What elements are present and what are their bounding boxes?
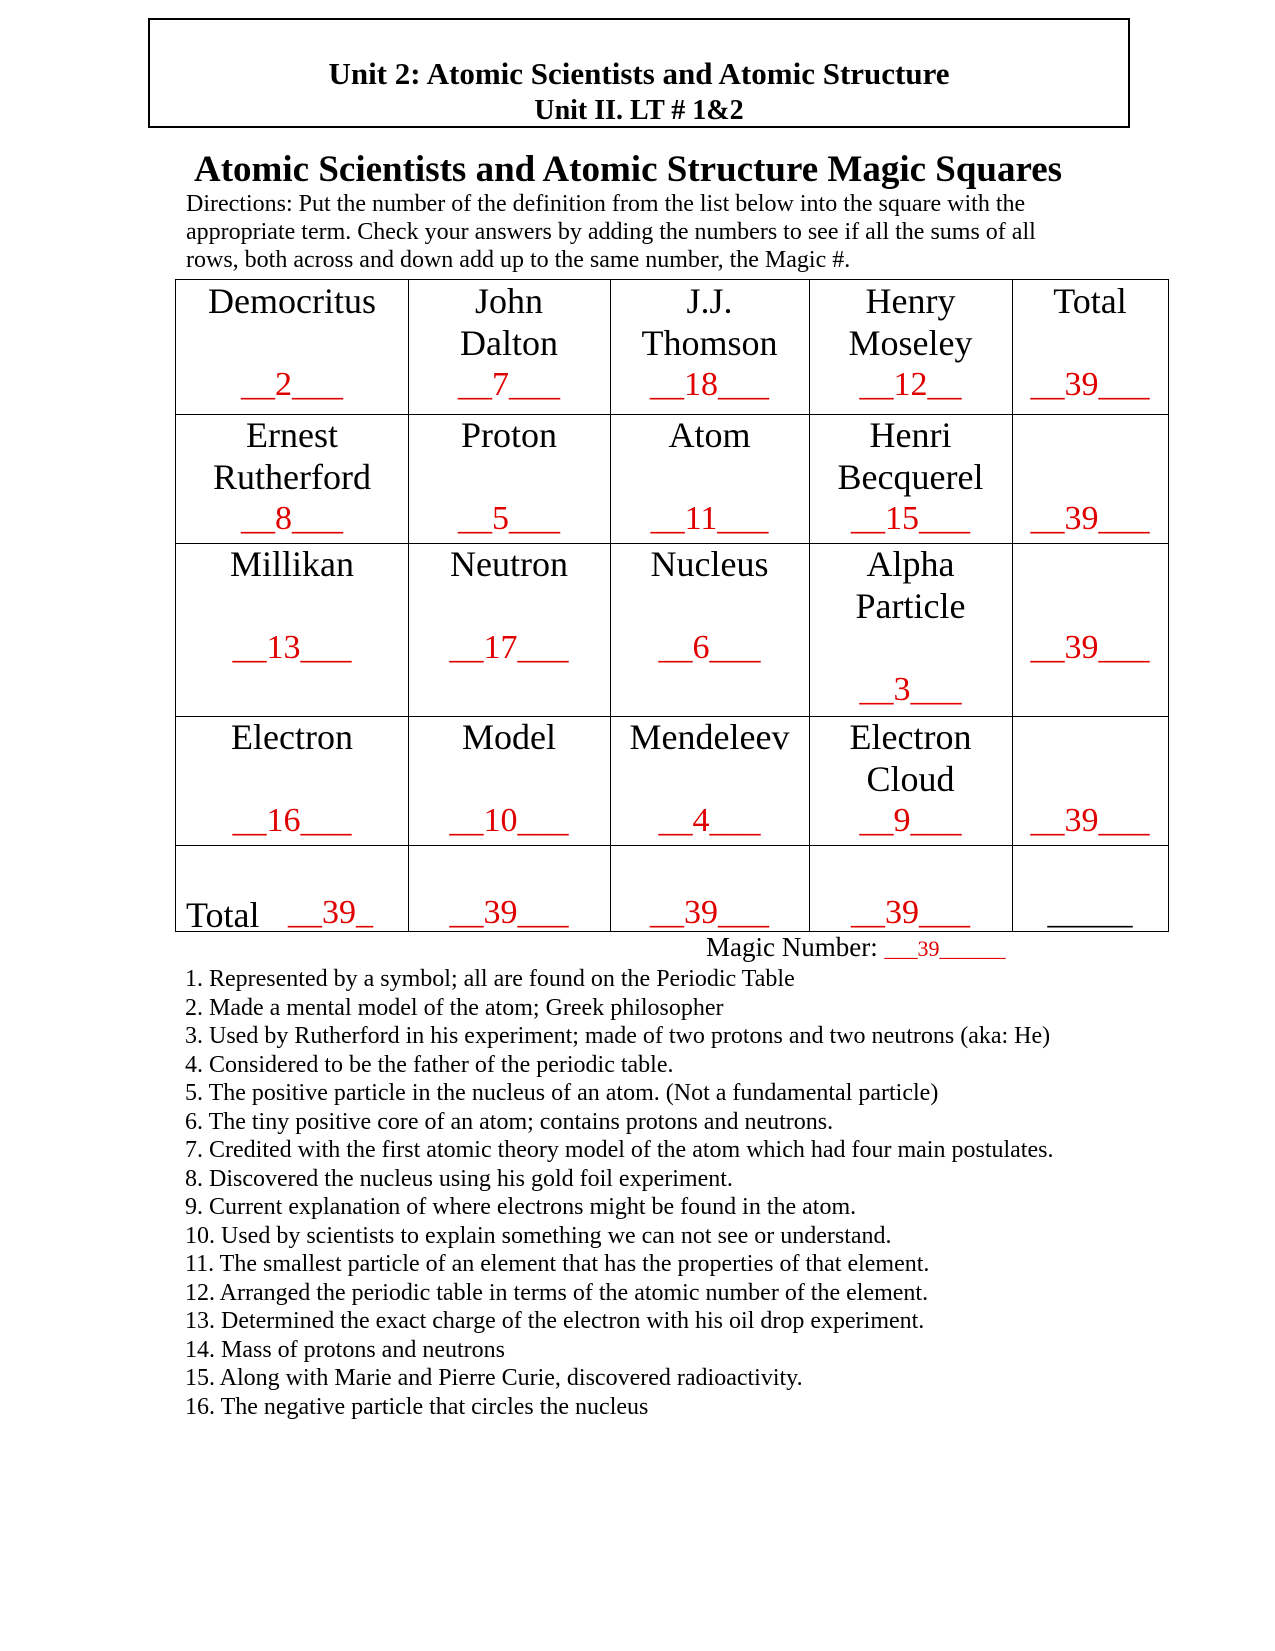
answer-proton: __5___ — [458, 500, 560, 537]
answer-john-dalton: __7___ — [458, 366, 560, 403]
total-column-header: Total — [1053, 281, 1127, 321]
definition-item: 11. The smallest particle of an element that has the properties of that element. — [185, 1251, 930, 1277]
term-model: Model — [462, 717, 556, 757]
definition-item: 2. Made a mental model of the atom; Greek philosopher — [185, 994, 724, 1021]
grid-border — [1168, 280, 1169, 932]
answer-henry-moseley: __12__ — [859, 366, 962, 403]
answer-neutron: __17___ — [449, 629, 569, 666]
column-total-3: __39___ — [650, 894, 769, 931]
definition-item: 14. Mass of protons and neutrons — [185, 1336, 505, 1363]
answer-electron-cloud: __9___ — [859, 802, 962, 839]
unit-header-box — [148, 18, 1130, 128]
column-total-1: __39_ — [288, 894, 373, 931]
term-nucleus: Nucleus — [650, 544, 769, 584]
term-democritus: Democritus — [208, 281, 376, 321]
unit-subtitle: Unit II. LT # 1&2 — [534, 95, 744, 126]
totals-row-label: Total — [186, 895, 260, 935]
magic-number-value: ___39______ — [884, 936, 1006, 961]
unit-title: Unit 2: Atomic Scientists and Atomic Structure — [328, 56, 950, 91]
magic-number — [706, 932, 1005, 963]
definition-item: 1. Represented by a symbol; all are found on the Periodic Table — [185, 966, 795, 992]
definition-item: 12. Arranged the periodic table in terms of the atomic number of the element. — [185, 1279, 929, 1306]
definition-item: 16. The negative particle that circles the nucleus — [185, 1393, 649, 1420]
definition-item: 6. The tiny positive core of an atom; contains protons and neutrons. — [185, 1108, 834, 1135]
definition-item: 3. Used by Rutherford in his experiment; made of two protons and two neutrons (aka: He) — [185, 1023, 1051, 1049]
definition-item: 9. Current explanation of where electrons might be found in the atom. — [185, 1194, 857, 1220]
answer-electron: __16___ — [232, 802, 352, 839]
term-millikan: Millikan — [230, 544, 354, 584]
definition-item: 5. The positive particle in the nucleus of an atom. (Not a fundamental particle) — [185, 1080, 939, 1106]
page-title: Atomic Scientists and Atomic Structure Magic Squares — [194, 149, 1063, 190]
answer-jj-thomson: __18___ — [650, 366, 769, 403]
magic-square-grid — [175, 279, 1169, 935]
term-ernest-rutherford: Ernest Rutherford — [213, 415, 371, 497]
answer-mendeleev: __4___ — [658, 802, 761, 839]
answer-ernest-rutherford: __8___ — [241, 500, 343, 537]
answer-henri-becquerel: __15___ — [851, 500, 970, 537]
answer-alpha-particle: __3___ — [859, 671, 962, 708]
row-total-1: __39___ — [1030, 366, 1150, 403]
definition-item: 13. Determined the exact charge of the electron with his oil drop experiment. — [185, 1308, 925, 1334]
term-john-dalton: John Dalton — [460, 281, 558, 363]
grid-divider — [176, 845, 1168, 846]
directions-text: Directions: Put the number of the definition from the list below into the square with the appropriate term. Check your answers by adding the numbers to see if all the sums of all rows, both across and down add up to the same number, the Magic #. — [186, 191, 1036, 273]
row-total-4: __39___ — [1030, 802, 1150, 839]
column-total-2: __39___ — [449, 894, 569, 931]
term-proton: Proton — [460, 415, 557, 455]
answer-millikan: __13___ — [232, 629, 352, 666]
term-atom: Atom — [668, 415, 751, 455]
term-electron: Electron — [231, 717, 353, 757]
answer-model: __10___ — [449, 802, 569, 839]
definition-item: 4. Considered to be the father of the periodic table. — [185, 1051, 674, 1078]
term-mendeleev: Mendeleev — [629, 717, 790, 757]
definition-item: 15. Along with Marie and Pierre Curie, discovered radioactivity. — [185, 1365, 803, 1391]
term-jj-thomson: J.J. Thomson — [641, 281, 778, 363]
answer-nucleus: __6___ — [658, 629, 761, 666]
term-henry-moseley: Henry Moseley — [848, 281, 973, 363]
column-total-4: __39___ — [851, 894, 970, 931]
term-alpha-particle: Alpha Particle — [855, 544, 966, 626]
definitions-list — [185, 965, 1065, 1421]
definition-item: 7. Credited with the first atomic theory model of the atom which had four main postulates. — [185, 1137, 1054, 1163]
row-total-3: __39___ — [1030, 629, 1150, 666]
row-total-2: __39___ — [1030, 500, 1150, 537]
definition-item: 8. Discovered the nucleus using his gold foil experiment. — [185, 1165, 733, 1192]
answer-atom: __11___ — [650, 500, 769, 537]
definition-item: 10. Used by scientists to explain something we can not see or understand. — [185, 1222, 892, 1249]
term-neutron: Neutron — [450, 544, 568, 584]
term-electron-cloud: Electron Cloud — [849, 717, 972, 799]
answer-democritus: __2___ — [241, 366, 343, 403]
term-henri-becquerel: Henri Becquerel — [837, 415, 984, 497]
grand-total-blank: _____ — [1047, 894, 1133, 931]
magic-number-label: Magic Number: — [706, 932, 878, 962]
